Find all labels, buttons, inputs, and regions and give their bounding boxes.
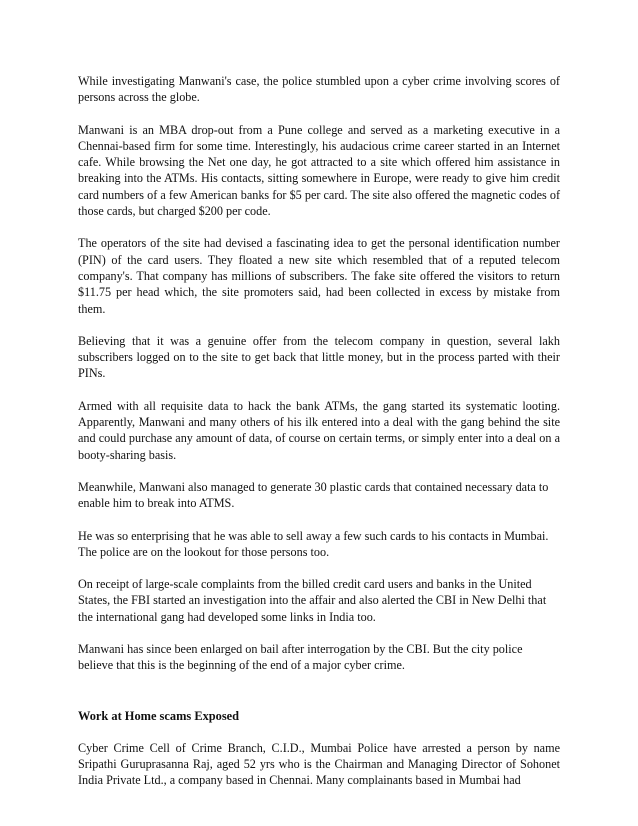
- paragraph-manwani-background: Manwani is an MBA drop-out from a Pune college and served as a marketing executive in a Chennai-based firm for some time. Interestingly, his audacious crime career started in an Internet cafe. While browsing the Net one day, he got attracted to a site which offered him assistance in breaking into the ATMs. His contacts, sitting somewhere in Europe, were ready to give him credit card numbers of a few American banks for $5 per card. The site also offered the magnetic codes of those cards, but charged $200 per code.: [78, 122, 560, 219]
- paragraph-bail: Manwani has since been enlarged on bail after interrogation by the CBI. But the city police believe that this is the beginning of the end of a major cyber crime.: [78, 642, 523, 673]
- paragraph-fbi-investigation: On receipt of large-scale complaints from the billed credit card users and banks in the United States, the FBI started an investigation into the affair and also alerted the CBI in New Delhi that the international gang had developed some links in India too.: [78, 577, 547, 624]
- paragraph-plastic-cards: Meanwhile, Manwani also managed to generate 30 plastic cards that contained necessary data to enable him to break into ATMS.: [78, 479, 549, 511]
- paragraph-intro: While investigating Manwani's case, the police stumbled upon a cyber crime involving scores of persons across the globe.: [78, 74, 560, 105]
- paragraph-site-operators: The operators of the site had devised a fascinating idea to get the personal identification number (PIN) of the card users. They floated a new site which resembled that of a reputed telecom company's. That company has millions of subscribers. The fake site offered the visitors to return $11.75 per head which, the site promoters said, had been collected in excess by mistake from them.: [78, 236, 560, 316]
- paragraph-work-at-home: Cyber Crime Cell of Crime Branch, C.I.D., Mumbai Police have arrested a person by name Sripathi Guruprasanna Raj, aged 52 yrs who is the Chairman and Managing Director of Sohonet India Private Ltd., a company based in Chennai. Many complainants based in Mumbai had: [78, 740, 560, 788]
- section-heading: Work at Home scams Exposed: [78, 708, 240, 723]
- paragraph-mumbai-contacts: He was so enterprising that he was able to sell away a few such cards to his contacts in Mumbai. The police are on the lookout for those persons too.: [78, 528, 549, 559]
- paragraph-looting: Armed with all requisite data to hack the bank ATMs, the gang started its systematic looting. Apparently, Manwani and many others of his ilk entered into a deal with the gang behind the site and could purchase any amount of data, of course on certain terms, or simply enter into a deal on a booty-sharing basis.: [78, 398, 560, 462]
- paragraph-subscribers: Believing that it was a genuine offer from the telecom company in question, several lakh subscribers logged on to the site to get back that little money, but in the process parted with their PINs.: [78, 333, 560, 381]
- document-body: [78, 73, 560, 805]
